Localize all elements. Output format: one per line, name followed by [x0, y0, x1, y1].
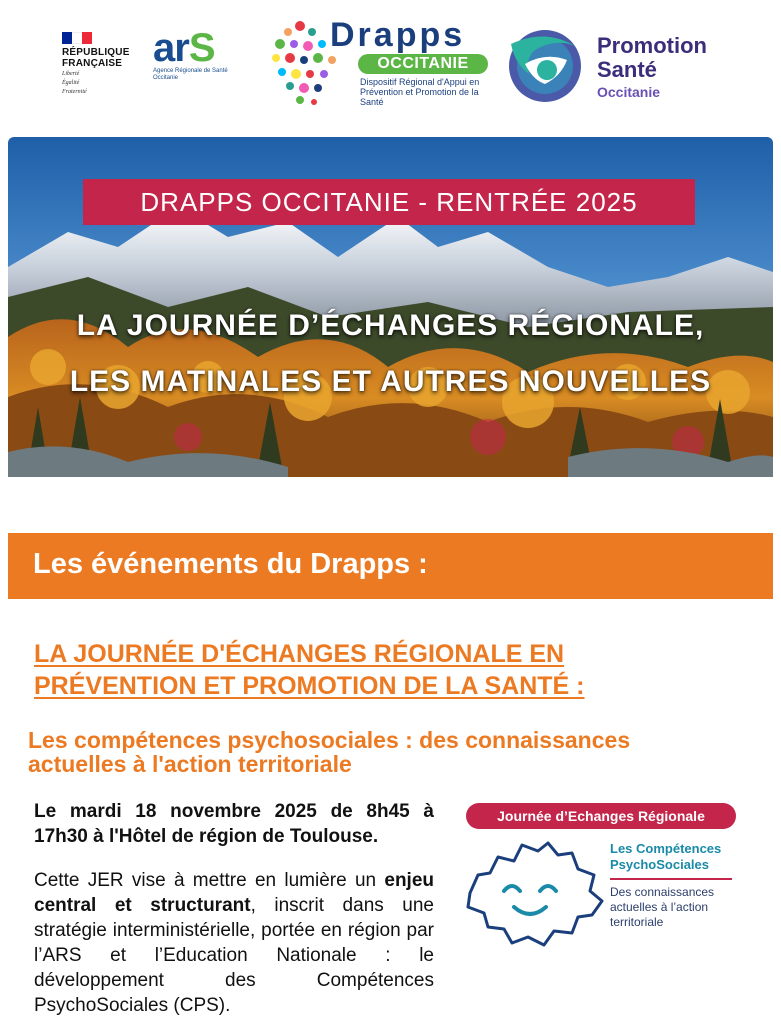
hero-headline-1: LA JOURNÉE D’ÉCHANGES RÉGIONALE,: [76, 309, 705, 342]
republique-name-2: FRANÇAISE: [62, 58, 123, 69]
promotion-sante-line3: Occitanie: [597, 84, 661, 100]
republique-francaise-logo: [62, 32, 142, 96]
promotion-sante-line1: Promotion: [597, 33, 707, 58]
promotion-sante-line2: Santé: [597, 57, 657, 82]
article-subtitle-line1: Les compétences psychosociales : des connaissances: [28, 727, 631, 753]
ars-wordmark: [153, 28, 263, 68]
event-date: Le mardi 18 novembre 2025 de 8h45 à 17h30 à l'Hôtel de région de Toulouse.: [34, 801, 434, 847]
french-flag-icon: [62, 32, 92, 44]
article-subtitle-line2: actuelles à l'action territoriale: [28, 751, 352, 777]
section-title: Les événements du Drapps :: [33, 548, 428, 580]
hero-label: DRAPPS OCCITANIE - RENTRÉE 2025: [83, 179, 695, 225]
drapps-title: Drapps: [330, 16, 466, 54]
article-title[interactable]: [34, 638, 734, 702]
ars-subtitle: Agence Régionale de Santé: [153, 68, 228, 74]
republique-motto-2: Égalité: [62, 80, 80, 86]
jer-divider: [610, 878, 732, 880]
article-title-line2[interactable]: PRÉVENTION ET PROMOTION DE LA SANTÉ :: [34, 672, 585, 700]
article-body: [34, 868, 434, 1018]
occitanie-map-smile-icon: [460, 835, 610, 953]
promotion-sante-swirl-icon: [505, 24, 585, 104]
republique-motto-1: Liberté: [62, 71, 80, 77]
article-title-line1[interactable]: LA JOURNÉE D'ÉCHANGES RÉGIONALE EN: [34, 640, 565, 668]
jer-description: Des connaissances actuelles à l’action territoriale: [610, 885, 715, 929]
republique-name-1: RÉPUBLIQUE: [62, 47, 130, 58]
article-subtitle: [28, 728, 748, 776]
article-body-part1: Cette JER vise à mettre en lumière un: [34, 870, 385, 891]
hero-headline-2: LES MATINALES ET AUTRES NOUVELLES: [69, 365, 712, 398]
republique-motto-3: Fraternité: [62, 89, 87, 95]
partner-logos: [0, 0, 781, 120]
jer-visual-card: [460, 803, 742, 953]
article-body-part2: , inscrit dans une stratégie interministérielle, portée en région par l’ARS et l’Education Nationale : le développement des Compétences PsychoSociales (CPS).: [34, 895, 434, 1016]
ars-word-s: S: [188, 26, 215, 70]
section-header-bar: [8, 533, 773, 599]
jer-title-line2: PsychoSociales: [610, 857, 709, 872]
ars-region: Occitanie: [153, 75, 179, 81]
drapps-region-pill: OCCITANIE: [358, 54, 488, 74]
ars-logo: [153, 28, 263, 88]
jer-title-line1: Les Compétences: [610, 841, 722, 856]
promotion-sante-logo: [505, 24, 745, 104]
hero-banner: [8, 137, 773, 477]
ars-word-ar: ar: [153, 26, 189, 70]
jer-pill: Journée d’Echanges Régionale: [466, 803, 736, 829]
drapps-logo: [270, 10, 490, 110]
article-body-bold: enjeu central et structurant: [34, 870, 434, 916]
drapps-tagline: Dispositif Régional d'Appui en Prévention et Promotion de la Santé: [360, 77, 480, 107]
